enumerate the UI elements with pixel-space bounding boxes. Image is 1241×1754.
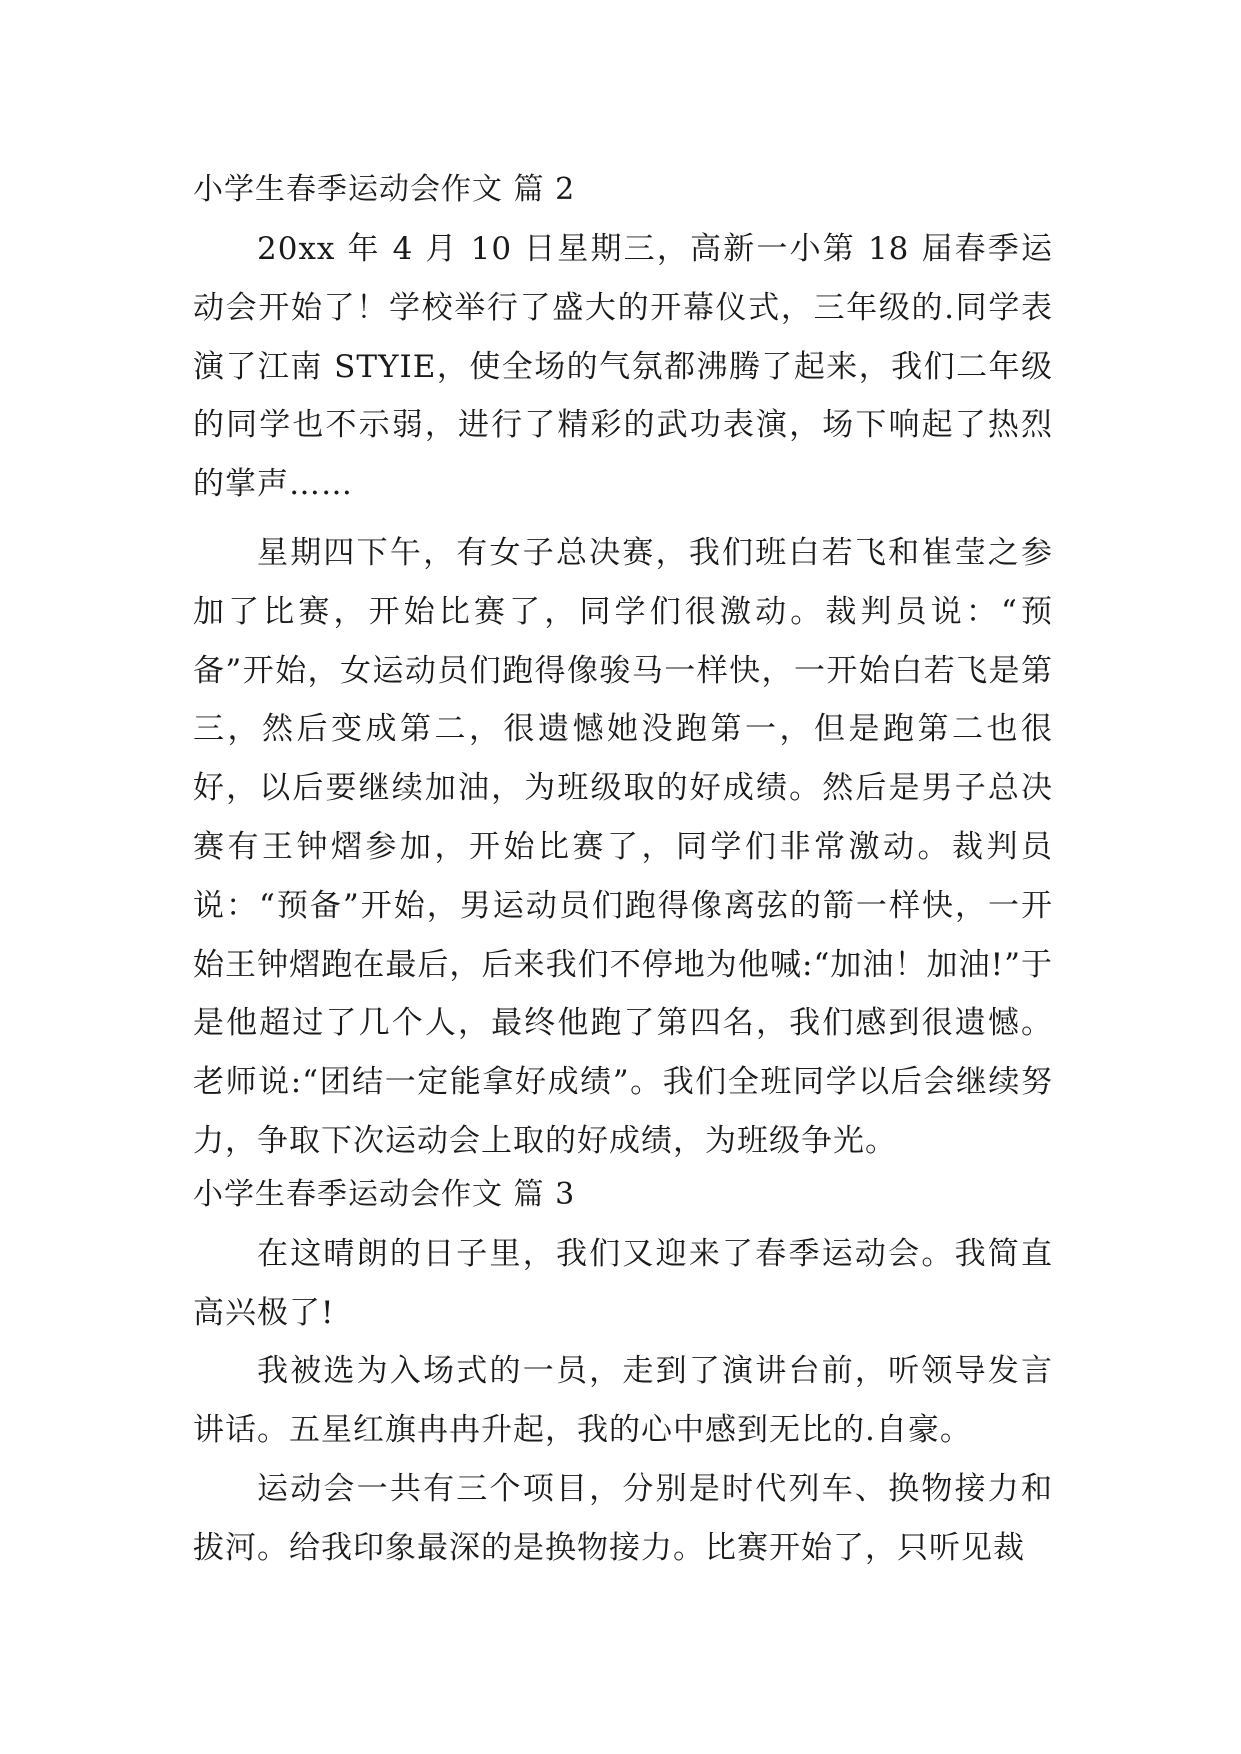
document-page bbox=[193, 166, 1053, 1578]
paragraph: 星期四下午，有女子总决赛，我们班白若飞和崔莹之参加了比赛，开始比赛了，同学们很激动。裁判员说：“预备”开始，女运动员们跑得像骏马一样快，一开始白若飞是第三，然后变成第二，很遗憾她没跑第一，但是跑第二也很好，以后要继续加油，为班级取的好成绩。然后是男子总决赛有王钟熠参加，开始比赛了，同学们非常激动。裁判员说：“预备”开始，男运动员们跑得像离弦的箭一样快，一开始王钟熠跑在最后，后来我们不停地为他喊:“加油！加油!”于是他超过了几个人，最终他跑了第四名，我们感到很遗憾。老师说:“团结一定能拿好成绩”。我们全班同学以后会继续努力，争取下次运动会上取的好成绩，为班级争光。 bbox=[193, 534, 1053, 1159]
paragraph: 20xx 年 4 月 10 日星期三，高新一小第 18 届春季运动会开始了！学校举行了盛大的开幕仪式，三年级的.同学表演了江南 STYIE，使全场的气氛都沸腾了起来，我们二年级的同学也不示弱，进行了精彩的武功表演，场下响起了热烈的掌声…… bbox=[193, 231, 1053, 503]
paragraph: 在这晴朗的日子里，我们又迎来了春季运动会。我简直高兴极了! bbox=[193, 1235, 1053, 1331]
paragraph: 运动会一共有三个项目，分别是时代列车、换物接力和拔河。给我印象最深的是换物接力。比赛开始了，只听见裁 bbox=[193, 1470, 1053, 1566]
paragraph: 我被选为入场式的一员，走到了演讲台前，听领导发言讲话。五星红旗冉冉升起，我的心中感到无比的.自豪。 bbox=[193, 1353, 1053, 1449]
section-heading-2: 小学生春季运动会作文 篇 2 bbox=[193, 172, 576, 207]
section-heading-3: 小学生春季运动会作文 篇 3 bbox=[193, 1176, 576, 1212]
